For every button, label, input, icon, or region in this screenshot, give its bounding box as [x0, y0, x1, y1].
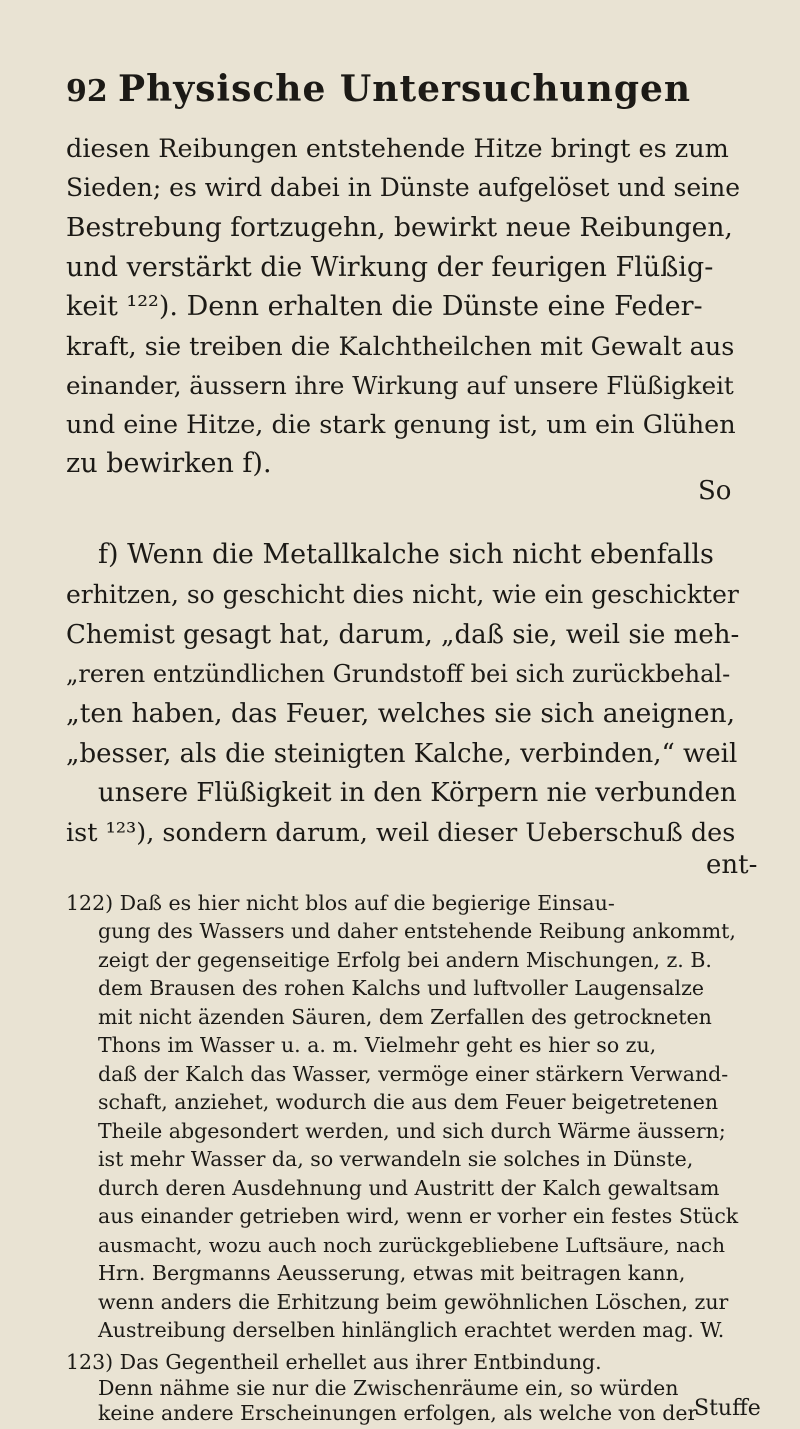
main-line: keit ¹²²). Denn erhalten die Dünste eine Feder-	[66, 291, 703, 322]
note-f-line: „ten haben, das Feuer, welches sie sich aneignen,	[66, 698, 736, 729]
footnote-line: schaft, anziehet, wodurch die aus dem Feuer beigetretenen	[98, 1090, 719, 1114]
footnote-line: Theile abgesondert werden, und sich durch Wärme äussern;	[98, 1119, 726, 1143]
footnote-line: ist mehr Wasser da, so verwandeln sie solches in Dünste,	[98, 1147, 694, 1171]
footnote-line: ausmacht, wozu auch noch zurückgebliebene Luftsäure, nach	[98, 1233, 725, 1257]
footnote-line: durch deren Ausdehnung und Austritt der Kalch gewaltsam	[98, 1176, 720, 1200]
catchword-footnote: Stuffe	[694, 1396, 761, 1421]
catchword-note: ent-	[706, 850, 758, 880]
running-title: Physische Untersuchungen	[118, 68, 692, 110]
footnote-line: keine andere Erscheinungen erfolgen, als welche von der	[98, 1401, 698, 1425]
footnote-line: Thons im Wasser u. a. m. Vielmehr geht es hier so zu,	[98, 1033, 657, 1057]
main-line: und verstärkt die Wirkung der feurigen Flüßig-	[66, 252, 714, 283]
note-f-line: erhitzen, so geschicht dies nicht, wie ein geschickter	[66, 580, 739, 609]
note-f-line: Chemist gesagt hat, darum, „daß sie, weil sie meh-	[66, 620, 740, 650]
main-line: Bestrebung fortzugehn, bewirkt neue Reibungen,	[66, 212, 733, 243]
footnote-line: Denn nähme sie nur die Zwischenräume ein, so würden	[98, 1376, 679, 1400]
footnote-line: dem Brausen des rohen Kalchs und luftvoller Laugensalze	[98, 976, 705, 1000]
page-header	[66, 68, 766, 118]
footnote-line: aus einander getrieben wird, wenn er vorher ein festes Stück	[98, 1204, 739, 1228]
note-f-line: ist ¹²³), sondern darum, weil dieser Ueberschuß des	[66, 818, 736, 848]
main-line: diesen Reibungen entstehende Hitze bringt es zum	[66, 134, 729, 164]
note-f-line: f) Wenn die Metallkalche sich nicht ebenfalls	[98, 539, 714, 570]
note-f-line: „reren entzündlichen Grundstoff bei sich zurückbehal-	[66, 660, 731, 688]
note-f-line: unsere Flüßigkeit in den Körpern nie verbunden	[98, 778, 737, 808]
main-line: und eine Hitze, die stark genung ist, um ein Glühen	[66, 410, 736, 440]
main-line: einander, äussern ihre Wirkung auf unsere Flüßigkeit	[66, 371, 734, 400]
main-line: Sieden; es wird dabei in Dünste aufgelöset und seine	[66, 173, 740, 202]
footnote-line: gung des Wassers und daher entstehende Reibung ankommt,	[98, 919, 736, 943]
footnote-line: 123) Das Gegentheil erhellet aus ihrer Entbindung.	[66, 1350, 602, 1374]
main-line: kraft, sie treiben die Kalchtheilchen mit Gewalt aus	[66, 332, 735, 362]
footnote-line: 122) Daß es hier nicht blos auf die begierige Einsau-	[66, 891, 615, 915]
footnote-line: mit nicht äzenden Säuren, dem Zerfallen des getrockneten	[98, 1005, 712, 1029]
footnote-line: wenn anders die Erhitzung beim gewöhnlichen Löschen, zur	[98, 1290, 729, 1314]
note-f-line: „besser, als die steinigten Kalche, verbinden,“ weil	[66, 739, 738, 769]
main-line: zu bewirken f).	[66, 448, 272, 479]
footnote-line: zeigt der gegenseitige Erfolg bei andern Mischungen, z. B.	[98, 948, 712, 972]
page-number: 92	[66, 74, 108, 109]
footnote-line: Hrn. Bergmanns Aeusserung, etwas mit beitragen kann,	[98, 1261, 686, 1285]
footnote-line: daß der Kalch das Wasser, vermöge einer stärkern Verwand-	[98, 1062, 729, 1086]
footnote-line: Austreibung derselben hinlänglich erachtet werden mag. W.	[98, 1318, 725, 1342]
catchword-main: So	[698, 476, 732, 506]
